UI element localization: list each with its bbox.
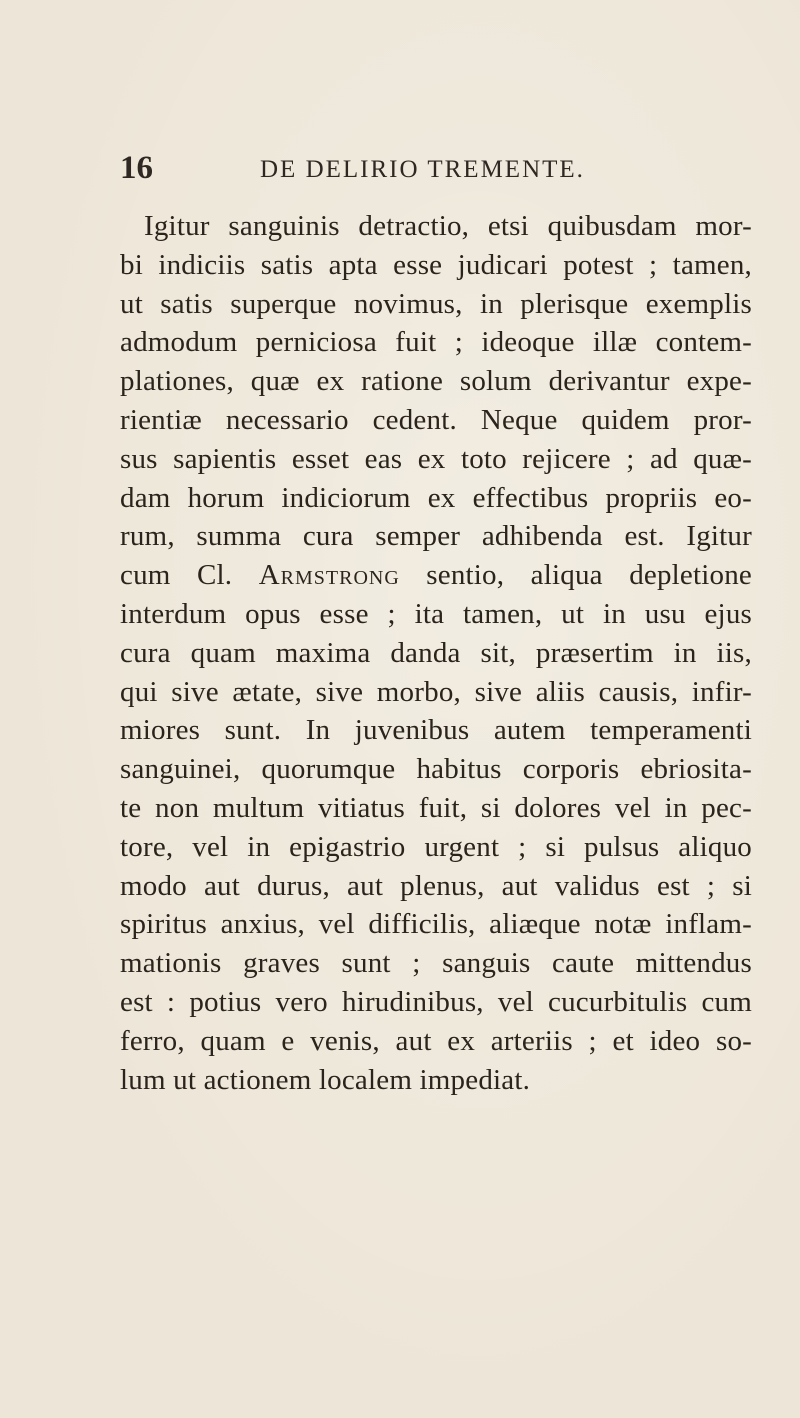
text-line: plationes, quæ ex ratione solum derivantur expe-: [120, 365, 752, 398]
text-line: sus sapientis esset eas ex toto rejicere ; ad quæ-: [120, 442, 752, 475]
running-head: [120, 150, 760, 190]
text-line: dam horum indiciorum ex effectibus propriis eo-: [120, 481, 752, 514]
text-fragment: cum Cl.: [120, 559, 259, 592]
text-line: tore, vel in epigastrio urgent ; si pulsus aliquo: [120, 830, 752, 863]
text-line: modo aut durus, aut plenus, aut validus est ; si: [120, 869, 752, 902]
text-line: mationis graves sunt ; sanguis caute mittendus: [120, 947, 752, 980]
text-line: ut satis superque novimus, in plerisque exemplis: [120, 287, 752, 320]
text-line: interdum opus esse ; ita tamen, ut in usu ejus: [120, 597, 752, 630]
body-paragraph: [120, 207, 752, 1099]
text-line: est : potius vero hirudinibus, vel cucurbitulis cum: [120, 985, 752, 1018]
text-line-last: lum ut actionem localem impediat.: [120, 1063, 531, 1096]
text-line: rum, summa cura semper adhibenda est. Igitur: [120, 520, 752, 553]
text-line-armstrong: [120, 556, 752, 595]
author-name: Armstrong: [258, 559, 400, 592]
text-line: cura quam maxima danda sit, præsertim in iis,: [120, 636, 752, 669]
text-line: sanguinei, quorumque habitus corporis ebriosita-: [120, 753, 752, 786]
text-line: spiritus anxius, vel difficilis, aliæque notæ inflam-: [120, 908, 752, 941]
text-line: Igitur sanguinis detractio, etsi quibusdam mor-: [144, 210, 752, 242]
text-line: rientiæ necessario cedent. Neque quidem pror-: [120, 403, 752, 436]
text-line: te non multum vitiatus fuit, si dolores vel in pec-: [120, 791, 752, 824]
text-line: admodum perniciosa fuit ; ideoque illæ contem-: [120, 326, 752, 359]
text-line: ferro, quam e venis, aut ex arteriis ; et ideo so-: [120, 1024, 752, 1057]
page-header-title: DE DELIRIO TREMENTE.: [260, 156, 585, 183]
text-line: bi indiciis satis apta esse judicari potest ; tamen,: [120, 248, 752, 281]
text-line: qui sive ætate, sive morbo, sive aliis causis, infir-: [120, 675, 752, 708]
text-line: miores sunt. In juvenibus autem temperamenti: [120, 714, 752, 747]
page-number: 16: [120, 150, 153, 186]
text-fragment: sentio, aliqua depletione: [399, 559, 752, 592]
